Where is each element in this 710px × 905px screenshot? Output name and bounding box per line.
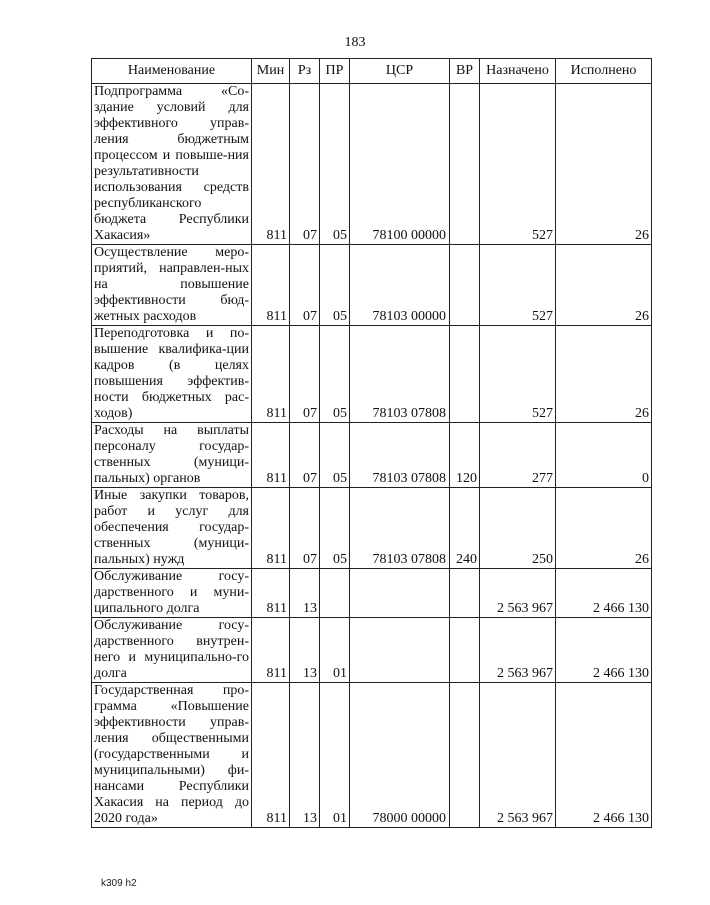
row-executed: 0 bbox=[556, 423, 652, 488]
row-rz: 07 bbox=[290, 423, 320, 488]
row-vr bbox=[450, 618, 480, 683]
row-assigned: 250 bbox=[480, 488, 556, 569]
table-row bbox=[92, 683, 652, 828]
row-name: Подпрограмма «Со-здание условий для эффективного управ-ления бюджетным процессом и повыше-ния результативности использования средств республиканского бюджета Республики Хакасия» bbox=[92, 84, 252, 245]
footer-code: k309 h2 bbox=[101, 878, 137, 889]
col-header-vr: ВР bbox=[450, 59, 480, 84]
row-csr: 78100 00000 bbox=[350, 84, 450, 245]
row-csr: 78103 07808 bbox=[350, 423, 450, 488]
row-pr: 05 bbox=[320, 423, 350, 488]
row-assigned: 527 bbox=[480, 84, 556, 245]
row-assigned: 2 563 967 bbox=[480, 683, 556, 828]
budget-table bbox=[91, 58, 652, 828]
row-assigned: 2 563 967 bbox=[480, 569, 556, 618]
row-min: 811 bbox=[252, 245, 290, 326]
row-vr: 120 bbox=[450, 423, 480, 488]
row-name: Расходы на выплаты персоналу государ-ственных (муници-пальных) органов bbox=[92, 423, 252, 488]
col-header-pr: ПР bbox=[320, 59, 350, 84]
table-row bbox=[92, 84, 652, 245]
row-executed: 26 bbox=[556, 84, 652, 245]
row-min: 811 bbox=[252, 423, 290, 488]
row-executed: 2 466 130 bbox=[556, 569, 652, 618]
col-header-csr: ЦСР bbox=[350, 59, 450, 84]
row-pr bbox=[320, 569, 350, 618]
row-rz: 07 bbox=[290, 488, 320, 569]
row-name: Обслуживание госу-дарственного внутрен-него и муниципально-го долга bbox=[92, 618, 252, 683]
table-header-row bbox=[92, 59, 652, 84]
row-executed: 26 bbox=[556, 326, 652, 423]
col-header-executed: Исполнено bbox=[556, 59, 652, 84]
row-csr bbox=[350, 618, 450, 683]
col-header-rz: Рз bbox=[290, 59, 320, 84]
row-pr: 05 bbox=[320, 326, 350, 423]
row-assigned: 277 bbox=[480, 423, 556, 488]
table-row bbox=[92, 423, 652, 488]
row-pr: 01 bbox=[320, 683, 350, 828]
table-row bbox=[92, 245, 652, 326]
col-header-name: Наименование bbox=[92, 59, 252, 84]
row-pr: 05 bbox=[320, 245, 350, 326]
row-executed: 26 bbox=[556, 488, 652, 569]
row-assigned: 527 bbox=[480, 326, 556, 423]
row-rz: 07 bbox=[290, 326, 320, 423]
row-rz: 13 bbox=[290, 618, 320, 683]
budget-table-container bbox=[91, 58, 652, 828]
row-executed: 2 466 130 bbox=[556, 618, 652, 683]
row-vr bbox=[450, 84, 480, 245]
row-min: 811 bbox=[252, 569, 290, 618]
row-csr: 78103 00000 bbox=[350, 245, 450, 326]
table-row bbox=[92, 618, 652, 683]
table-row bbox=[92, 488, 652, 569]
row-assigned: 527 bbox=[480, 245, 556, 326]
row-min: 811 bbox=[252, 618, 290, 683]
row-min: 811 bbox=[252, 84, 290, 245]
row-name: Обслуживание госу-дарственного и муни-ципального долга bbox=[92, 569, 252, 618]
row-name: Переподготовка и по-вышение квалифика-ции кадров (в целях повышения эффектив-ности бюджетных рас-ходов) bbox=[92, 326, 252, 423]
row-pr: 05 bbox=[320, 488, 350, 569]
row-name: Иные закупки товаров, работ и услуг для обеспечения государ-ственных (муници-пальных) нужд bbox=[92, 488, 252, 569]
row-min: 811 bbox=[252, 683, 290, 828]
col-header-min: Мин bbox=[252, 59, 290, 84]
row-name: Осуществление меро-приятий, направлен-ных на повышение эффективности бюд-жетных расходов bbox=[92, 245, 252, 326]
row-rz: 07 bbox=[290, 84, 320, 245]
row-vr: 240 bbox=[450, 488, 480, 569]
table-row bbox=[92, 569, 652, 618]
row-vr bbox=[450, 245, 480, 326]
row-rz: 13 bbox=[290, 569, 320, 618]
page-number: 183 bbox=[344, 35, 366, 50]
row-executed: 2 466 130 bbox=[556, 683, 652, 828]
row-pr: 01 bbox=[320, 618, 350, 683]
row-csr bbox=[350, 569, 450, 618]
row-executed: 26 bbox=[556, 245, 652, 326]
row-pr: 05 bbox=[320, 84, 350, 245]
row-rz: 07 bbox=[290, 245, 320, 326]
row-assigned: 2 563 967 bbox=[480, 618, 556, 683]
table-row bbox=[92, 326, 652, 423]
row-vr bbox=[450, 569, 480, 618]
row-vr bbox=[450, 683, 480, 828]
row-csr: 78103 07808 bbox=[350, 326, 450, 423]
col-header-assigned: Назначено bbox=[480, 59, 556, 84]
row-csr: 78103 07808 bbox=[350, 488, 450, 569]
row-csr: 78000 00000 bbox=[350, 683, 450, 828]
row-min: 811 bbox=[252, 326, 290, 423]
row-min: 811 bbox=[252, 488, 290, 569]
row-rz: 13 bbox=[290, 683, 320, 828]
row-vr bbox=[450, 326, 480, 423]
row-name: Государственная про-грамма «Повышение эффективности управ-ления общественными (государственными и муниципальными) фи-нансами Республики Хакасия на период до 2020 года» bbox=[92, 683, 252, 828]
